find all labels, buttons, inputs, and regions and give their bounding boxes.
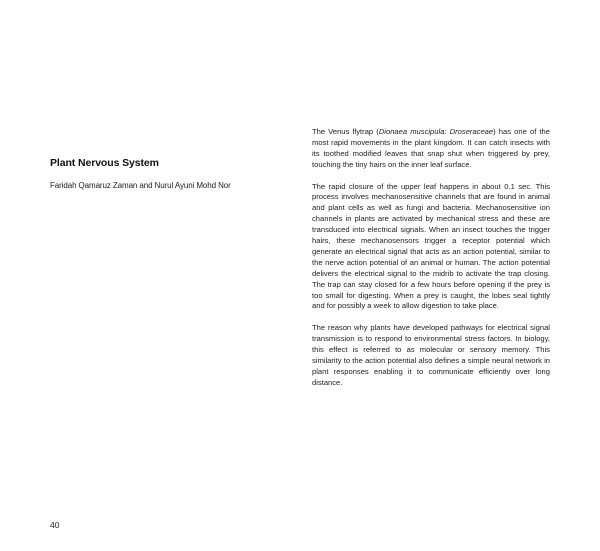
paragraph-1: [312, 127, 550, 171]
species-name: Dionaea muscipula: Droseraceae: [378, 127, 494, 136]
paragraph-3: The reason why plants have developed pathways for electrical signal transmission is to respond to environmental stress factors. In biology, this effect is referred to as molecular or sensory memory. This similarity to the action potential also defines a simple neural network in plant responses enabling it to communicate efficiently over long distance.: [312, 323, 550, 387]
page-number: 40: [50, 520, 60, 530]
paragraph-2: The rapid closure of the upper leaf happens in about 0.1 sec. This process involves mechanosensitive channels that are found in animal and plant cells as well as fungi and bacteria. Mechanosensitive ion channels in plants are activated by mechanical stress and these are transduced into electrical signals. When an insect touches the trigger hairs, these mechanosensors trigger a receptor potential which generate an electrical signal that acts as an action potential, similar to the nerve action potential of an animal or human. The action potential delivers the electrical signal to the midrib to activate the trap closing. The trap can stay closed for a few hours before opening if the prey is too small for digesting. When a prey is caught, the lobes seal tightly and for possibly a week to allow digestion to take place.: [312, 181, 550, 311]
paragraph-1-start: The Venus flytrap (: [312, 127, 379, 136]
article-title: Plant Nervous System: [50, 157, 159, 169]
article-authors: Faridah Qamaruz Zaman and Nurul Ayuni Mohd Nor: [50, 181, 231, 190]
body-text: [312, 127, 550, 400]
title-block: [50, 157, 300, 190]
paragraph-1-end: ) has one of the most rapid movements in the plant kingdom. It can catch insects with its toothed modified leaves that snap shut when triggered by prey, touching the tiny hairs on the inner leaf surface.: [312, 127, 550, 169]
